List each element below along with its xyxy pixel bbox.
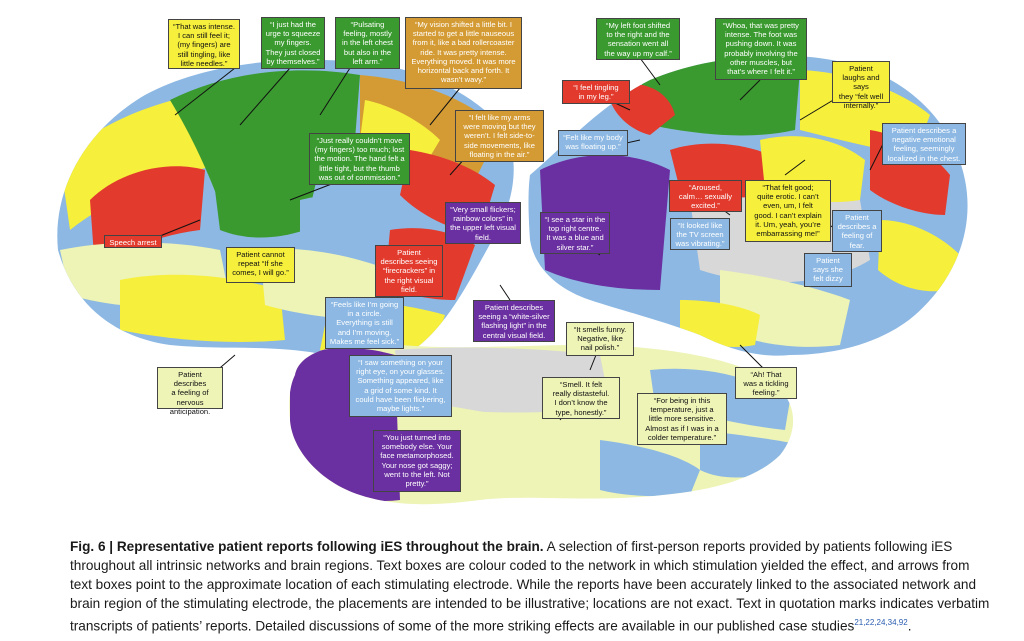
report-box-19: Speech arrest (104, 235, 162, 248)
report-box-3: “Pulsating feeling, mostly in the left chest but also in the left arm.” (335, 17, 400, 69)
report-box-29: “Smell. It felt really distasteful. I don’t know the type, honestly.” (542, 377, 620, 419)
report-box-9: “Just really couldn’t move (my fingers) too much; lost the motion. The hand felt a little tight, but the thumb was out of commission.” (309, 133, 410, 185)
report-box-10: “I felt like my arms were moving but they weren’t. I felt side-to- side movements, like floating in the air.” (455, 110, 544, 162)
report-box-8: “I feel tingling in my leg.” (562, 80, 630, 104)
report-box-14: “That felt good; quite erotic. I can’t even, um, I felt good. I can’t explain it. Um, yeah, you’re embarrassing me!” (745, 180, 831, 242)
report-box-16: “I see a star in the top right centre. It was a blue and silver star.” (540, 212, 610, 254)
report-box-18: Patient describes a feeling of fear. (832, 210, 882, 252)
report-box-2: “I just had the urge to squeeze my fingers. They just closed by themselves.” (261, 17, 325, 69)
caption-end: . (907, 618, 912, 634)
report-box-22: Patient says she felt dizzy (804, 253, 852, 287)
report-box-25: “It smells funny. Negative, like nail polish.” (566, 322, 634, 356)
report-box-20: Patient cannot repeat “If she comes, I will go.” (226, 247, 295, 283)
report-box-15: “Very small flickers; rainbow colors” in the upper left visual field. (445, 202, 521, 244)
report-box-6: “Whoa, that was pretty intense. The foot was pushing down. It was probably involving the other muscles, but that’s where I felt it.” (715, 18, 807, 80)
report-box-11: “Felt like my body was floating up.” (558, 130, 628, 156)
report-box-30: “For being in this temperature, just a little more sensitive. Almost as if I was in a colder temperature.” (637, 393, 727, 445)
report-box-23: Patient describes seeing a “white-silver flashing light” in the central visual field. (473, 300, 555, 342)
report-box-7: Patient laughs and says they “felt well internally.” (832, 61, 890, 103)
caption-label: Fig. 6 | Representative patient reports following iES throughout the brain. (70, 539, 544, 554)
report-box-28: Patient describes a feeling of nervous anticipation. (157, 367, 223, 409)
caption-references: 21,22,24,34,92 (854, 618, 908, 627)
report-box-31: “You just turned into somebody else. Your face metamorphosed. Your nose got saggy; went to the left. Not pretty.” (373, 430, 461, 492)
report-box-4: “My vision shifted a little bit. I started to get a little nauseous from it, like a bad rollercoaster ride. It was pretty intense. Everything moved. It was more horizontal back and forth. It wasn’t wavy.” (405, 17, 522, 89)
report-box-13: “Aroused, calm… sexually excited.” (669, 180, 742, 212)
report-box-17: “It looked like the TV screen was vibrating.” (670, 218, 730, 250)
report-box-27: “Ah! That was a tickling feeling.” (735, 367, 797, 399)
report-box-1: “That was intense. I can still feel it; (my fingers) are still tingling, like little needles.” (168, 19, 240, 69)
report-box-24: “Feels like I’m going in a circle. Everything is still and I’m moving. Makes me feel sick.” (325, 297, 404, 349)
report-box-12: Patient describes a negative emotional feeling, seemingly localized in the chest. (882, 123, 966, 165)
report-box-21: Patient describes seeing “firecrackers” in the right visual field. (375, 245, 443, 297)
caption-body: A selection of first-person reports provided by patients following iES throughout all intrinsic networks and brain regions. Text boxes are colour coded to the network in which stimulation yielded the effect, and arrows from text boxes point to the approximate location of each stimulating electrode. While the reports have been accurately linked to the associated network and brain region of the stimulating electrode, the placements are intended to be illustrative; locations are not exact. Text in quotation marks indicates verbatim transcripts of patients’ reports. Detailed discussions of some of the more striking effects are available in our published case studies (70, 539, 990, 634)
report-box-5: “My left foot shifted to the right and the sensation went all the way up my calf.” (596, 18, 680, 60)
report-box-26: “I saw something on your right eye, on your glasses. Something appeared, like a grid of some kind. It could have been flickering, maybe lights.” (349, 355, 452, 417)
figure-caption (70, 537, 990, 636)
